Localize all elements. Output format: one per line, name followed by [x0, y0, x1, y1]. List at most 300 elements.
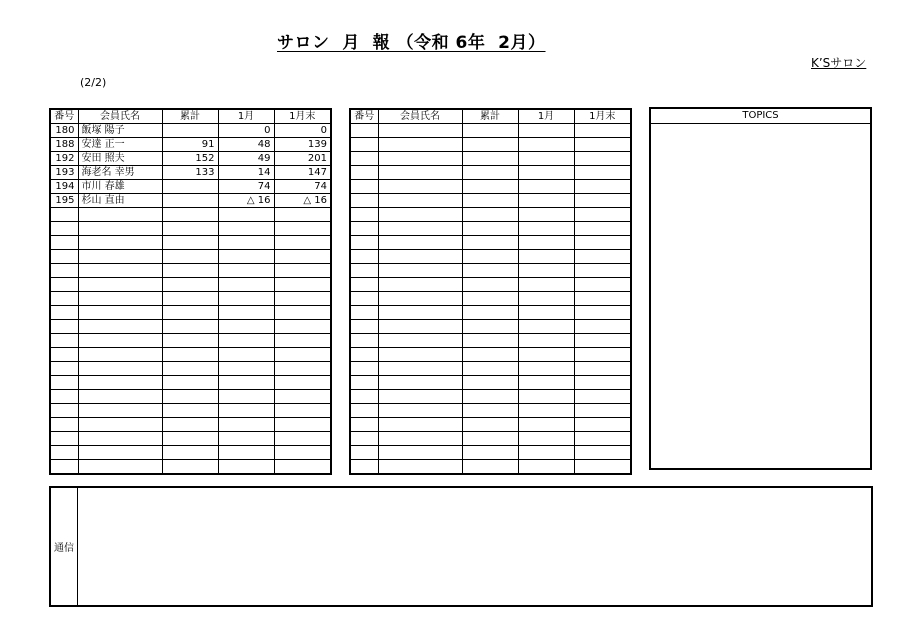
empty-cell: [350, 278, 378, 292]
month-value-cell: [218, 320, 274, 334]
empty-cell: [350, 264, 378, 278]
table-row: [50, 278, 331, 292]
table-row: [350, 418, 631, 432]
empty-cell: [378, 292, 462, 306]
empty-cell: [378, 348, 462, 362]
empty-cell: [462, 222, 518, 236]
month-value-cell: [218, 292, 274, 306]
empty-cell: [378, 166, 462, 180]
empty-cell: [350, 180, 378, 194]
table-row: [50, 376, 331, 390]
empty-cell: [518, 264, 574, 278]
empty-cell: [350, 362, 378, 376]
table-row: [50, 152, 331, 166]
empty-cell: [378, 264, 462, 278]
empty-cell: [574, 264, 631, 278]
empty-cell: [574, 446, 631, 460]
table-row: [350, 446, 631, 460]
empty-cell: [518, 306, 574, 320]
empty-cell: [462, 306, 518, 320]
member-name-cell: 杉山 直由: [78, 194, 162, 208]
table-row: [50, 292, 331, 306]
table-row: [50, 404, 331, 418]
empty-cell: [574, 208, 631, 222]
empty-cell: [378, 278, 462, 292]
empty-cell: [378, 222, 462, 236]
table-row: [350, 432, 631, 446]
table-row: [50, 390, 331, 404]
table-row: [50, 180, 331, 194]
empty-cell: [462, 334, 518, 348]
table-row: [350, 138, 631, 152]
empty-cell: [350, 306, 378, 320]
empty-cell: [574, 236, 631, 250]
empty-cell: [350, 418, 378, 432]
member-name-cell: [78, 362, 162, 376]
month-value-cell: 74: [218, 180, 274, 194]
empty-cell: [518, 362, 574, 376]
table-row: [350, 404, 631, 418]
empty-cell: [378, 250, 462, 264]
table-row: [50, 124, 331, 138]
member-name-cell: 海老名 幸男: [78, 166, 162, 180]
empty-cell: [574, 194, 631, 208]
empty-cell: [462, 404, 518, 418]
cumulative-value-cell: [162, 124, 218, 138]
member-number-cell: [50, 460, 78, 475]
month-value-cell: [218, 208, 274, 222]
empty-cell: [574, 376, 631, 390]
member-number-cell: [50, 348, 78, 362]
empty-cell: [518, 208, 574, 222]
month-end-value-cell: [274, 236, 331, 250]
empty-cell: [518, 376, 574, 390]
empty-cell: [350, 376, 378, 390]
empty-cell: [574, 250, 631, 264]
empty-cell: [518, 292, 574, 306]
table-row: [50, 334, 331, 348]
empty-cell: [574, 432, 631, 446]
empty-cell: [378, 446, 462, 460]
member-number-cell: [50, 376, 78, 390]
cumulative-value-cell: [162, 250, 218, 264]
empty-cell: [574, 124, 631, 138]
cumulative-value-cell: [162, 348, 218, 362]
month-end-value-cell: 0: [274, 124, 331, 138]
table-row: [50, 362, 331, 376]
empty-cell: [462, 348, 518, 362]
member-number-cell: [50, 320, 78, 334]
cumulative-value-cell: [162, 460, 218, 475]
empty-cell: [350, 390, 378, 404]
empty-cell: [350, 152, 378, 166]
month-value-cell: [218, 418, 274, 432]
table-row: [50, 432, 331, 446]
month-end-value-cell: [274, 278, 331, 292]
month-end-value-cell: [274, 292, 331, 306]
table-row: [50, 236, 331, 250]
empty-cell: [350, 292, 378, 306]
cumulative-value-cell: [162, 194, 218, 208]
month-value-cell: [218, 306, 274, 320]
empty-cell: [350, 348, 378, 362]
empty-cell: [574, 362, 631, 376]
member-name-cell: 飯塚 陽子: [78, 124, 162, 138]
empty-cell: [574, 390, 631, 404]
month-end-value-cell: [274, 306, 331, 320]
month-value-cell: [218, 432, 274, 446]
report-title: サロン 月 報 （令和 6年 2月）: [277, 33, 546, 53]
month-end-value-cell: [274, 376, 331, 390]
cumulative-value-cell: [162, 306, 218, 320]
cumulative-value-cell: [162, 236, 218, 250]
month-value-cell: [218, 446, 274, 460]
col-header-month: 1月: [218, 109, 274, 124]
empty-cell: [462, 460, 518, 475]
empty-cell: [518, 250, 574, 264]
member-name-cell: [78, 390, 162, 404]
member-name-cell: [78, 292, 162, 306]
empty-cell: [350, 320, 378, 334]
member-number-cell: 192: [50, 152, 78, 166]
col-header-month-end: 1月末: [274, 109, 331, 124]
empty-cell: [518, 348, 574, 362]
cumulative-value-cell: [162, 432, 218, 446]
col-header-member-name: 会員氏名: [78, 109, 162, 124]
member-name-cell: [78, 418, 162, 432]
member-number-cell: [50, 236, 78, 250]
empty-cell: [518, 222, 574, 236]
table-row: [50, 166, 331, 180]
empty-cell: [518, 460, 574, 475]
member-number-cell: [50, 446, 78, 460]
table-row: [350, 334, 631, 348]
table-row: [350, 320, 631, 334]
empty-cell: [518, 180, 574, 194]
month-end-value-cell: [274, 320, 331, 334]
month-value-cell: [218, 390, 274, 404]
empty-cell: [574, 418, 631, 432]
member-number-cell: [50, 306, 78, 320]
empty-cell: [462, 418, 518, 432]
table-row: [50, 264, 331, 278]
empty-cell: [518, 446, 574, 460]
topics-panel: [649, 107, 872, 470]
member-name-cell: [78, 432, 162, 446]
cumulative-value-cell: [162, 180, 218, 194]
empty-cell: [350, 124, 378, 138]
table-row: [350, 460, 631, 475]
empty-cell: [574, 460, 631, 475]
table-row: [350, 236, 631, 250]
empty-cell: [350, 432, 378, 446]
month-end-value-cell: △ 16: [274, 194, 331, 208]
table-row: [350, 376, 631, 390]
cumulative-value-cell: [162, 446, 218, 460]
cumulative-value-cell: 152: [162, 152, 218, 166]
empty-cell: [378, 404, 462, 418]
empty-cell: [350, 222, 378, 236]
table-row: [350, 348, 631, 362]
empty-cell: [574, 306, 631, 320]
cumulative-value-cell: [162, 404, 218, 418]
member-name-cell: [78, 264, 162, 278]
member-name-cell: [78, 222, 162, 236]
empty-cell: [462, 124, 518, 138]
cumulative-value-cell: [162, 390, 218, 404]
empty-cell: [378, 460, 462, 475]
empty-cell: [378, 432, 462, 446]
month-end-value-cell: [274, 362, 331, 376]
empty-cell: [518, 152, 574, 166]
cumulative-value-cell: 91: [162, 138, 218, 152]
member-name-cell: [78, 460, 162, 475]
cumulative-value-cell: [162, 222, 218, 236]
empty-cell: [350, 236, 378, 250]
page-indicator: (2/2): [80, 76, 107, 89]
empty-cell: [462, 446, 518, 460]
month-end-value-cell: [274, 446, 331, 460]
month-value-cell: 14: [218, 166, 274, 180]
empty-cell: [462, 152, 518, 166]
empty-cell: [378, 418, 462, 432]
empty-cell: [574, 404, 631, 418]
table-row: [350, 166, 631, 180]
empty-cell: [574, 348, 631, 362]
empty-cell: [350, 138, 378, 152]
organization-name: K’Sサロン: [811, 56, 867, 70]
member-number-cell: [50, 222, 78, 236]
month-end-value-cell: 74: [274, 180, 331, 194]
empty-cell: [574, 166, 631, 180]
empty-cell: [462, 362, 518, 376]
communication-label: 通信: [51, 488, 78, 605]
empty-cell: [462, 432, 518, 446]
table-row: [50, 460, 331, 475]
table-row: [350, 250, 631, 264]
table-row: [50, 138, 331, 152]
member-name-cell: [78, 306, 162, 320]
cumulative-value-cell: [162, 264, 218, 278]
table-row: [50, 446, 331, 460]
member-number-cell: [50, 418, 78, 432]
empty-cell: [350, 404, 378, 418]
member-number-cell: 180: [50, 124, 78, 138]
month-value-cell: [218, 278, 274, 292]
month-end-value-cell: [274, 222, 331, 236]
empty-cell: [574, 334, 631, 348]
month-value-cell: [218, 460, 274, 475]
member-number-cell: [50, 208, 78, 222]
member-name-cell: [78, 334, 162, 348]
table-row: [350, 390, 631, 404]
month-end-value-cell: [274, 264, 331, 278]
col-header-number: 番号: [350, 109, 378, 124]
month-value-cell: [218, 222, 274, 236]
cumulative-value-cell: [162, 376, 218, 390]
member-table-left: [49, 108, 332, 475]
member-number-cell: [50, 432, 78, 446]
empty-cell: [462, 250, 518, 264]
month-end-value-cell: [274, 432, 331, 446]
empty-cell: [462, 320, 518, 334]
empty-cell: [462, 180, 518, 194]
cumulative-value-cell: [162, 320, 218, 334]
month-value-cell: [218, 334, 274, 348]
empty-cell: [378, 236, 462, 250]
month-end-value-cell: 201: [274, 152, 331, 166]
cumulative-value-cell: [162, 292, 218, 306]
member-number-cell: [50, 390, 78, 404]
empty-cell: [462, 166, 518, 180]
table-row: [350, 152, 631, 166]
member-name-cell: [78, 376, 162, 390]
table-row: [350, 180, 631, 194]
empty-cell: [350, 446, 378, 460]
table-header-row: [50, 109, 331, 124]
member-name-cell: [78, 348, 162, 362]
cumulative-value-cell: [162, 362, 218, 376]
empty-cell: [574, 180, 631, 194]
member-name-cell: 安田 照夫: [78, 152, 162, 166]
empty-cell: [462, 278, 518, 292]
empty-cell: [462, 138, 518, 152]
col-header-month-end: 1月末: [574, 109, 631, 124]
table-row: [50, 208, 331, 222]
col-header-cumulative: 累計: [462, 109, 518, 124]
month-value-cell: [218, 348, 274, 362]
table-row: [350, 292, 631, 306]
member-name-cell: [78, 446, 162, 460]
cumulative-value-cell: [162, 208, 218, 222]
communication-box: [49, 486, 873, 607]
member-name-cell: [78, 404, 162, 418]
member-number-cell: [50, 278, 78, 292]
table-row: [50, 194, 331, 208]
empty-cell: [518, 320, 574, 334]
cumulative-value-cell: [162, 418, 218, 432]
month-value-cell: [218, 250, 274, 264]
empty-cell: [350, 166, 378, 180]
month-end-value-cell: [274, 418, 331, 432]
empty-cell: [574, 222, 631, 236]
month-value-cell: 49: [218, 152, 274, 166]
member-name-cell: 市川 春雄: [78, 180, 162, 194]
empty-cell: [574, 320, 631, 334]
table-row: [50, 250, 331, 264]
empty-cell: [378, 334, 462, 348]
member-table-right: [349, 108, 632, 475]
empty-cell: [518, 138, 574, 152]
month-value-cell: [218, 376, 274, 390]
month-end-value-cell: [274, 390, 331, 404]
table-row: [50, 222, 331, 236]
member-number-cell: 188: [50, 138, 78, 152]
empty-cell: [350, 194, 378, 208]
month-value-cell: [218, 236, 274, 250]
empty-cell: [378, 376, 462, 390]
member-name-cell: [78, 278, 162, 292]
cumulative-value-cell: [162, 334, 218, 348]
empty-cell: [378, 138, 462, 152]
month-value-cell: [218, 264, 274, 278]
topics-header: TOPICS: [651, 109, 870, 124]
empty-cell: [518, 236, 574, 250]
table-row: [350, 264, 631, 278]
member-number-cell: [50, 292, 78, 306]
empty-cell: [378, 320, 462, 334]
table-row: [350, 208, 631, 222]
empty-cell: [378, 124, 462, 138]
col-header-month: 1月: [518, 109, 574, 124]
empty-cell: [518, 278, 574, 292]
member-name-cell: [78, 236, 162, 250]
month-end-value-cell: [274, 208, 331, 222]
empty-cell: [462, 264, 518, 278]
month-end-value-cell: [274, 404, 331, 418]
member-number-cell: [50, 250, 78, 264]
month-value-cell: [218, 362, 274, 376]
table-row: [350, 306, 631, 320]
empty-cell: [350, 250, 378, 264]
month-end-value-cell: 139: [274, 138, 331, 152]
month-end-value-cell: [274, 348, 331, 362]
table-row: [350, 194, 631, 208]
table-row: [50, 348, 331, 362]
table-row: [50, 418, 331, 432]
empty-cell: [518, 194, 574, 208]
col-header-number: 番号: [50, 109, 78, 124]
empty-cell: [378, 306, 462, 320]
table-header-row: [350, 109, 631, 124]
empty-cell: [518, 124, 574, 138]
empty-cell: [518, 166, 574, 180]
empty-cell: [462, 390, 518, 404]
empty-cell: [462, 376, 518, 390]
empty-cell: [574, 292, 631, 306]
member-number-cell: [50, 404, 78, 418]
month-value-cell: 48: [218, 138, 274, 152]
cumulative-value-cell: 133: [162, 166, 218, 180]
empty-cell: [462, 194, 518, 208]
empty-cell: [350, 460, 378, 475]
empty-cell: [350, 208, 378, 222]
month-value-cell: [218, 404, 274, 418]
table-row: [350, 124, 631, 138]
member-number-cell: [50, 362, 78, 376]
month-end-value-cell: 147: [274, 166, 331, 180]
empty-cell: [518, 334, 574, 348]
member-number-cell: 193: [50, 166, 78, 180]
col-header-member-name: 会員氏名: [378, 109, 462, 124]
empty-cell: [350, 334, 378, 348]
empty-cell: [462, 292, 518, 306]
table-row: [350, 278, 631, 292]
empty-cell: [518, 432, 574, 446]
empty-cell: [518, 418, 574, 432]
empty-cell: [462, 236, 518, 250]
table-row: [50, 306, 331, 320]
empty-cell: [378, 194, 462, 208]
table-row: [350, 362, 631, 376]
cumulative-value-cell: [162, 278, 218, 292]
member-name-cell: [78, 320, 162, 334]
table-row: [50, 320, 331, 334]
empty-cell: [518, 404, 574, 418]
month-value-cell: △ 16: [218, 194, 274, 208]
month-end-value-cell: [274, 334, 331, 348]
month-end-value-cell: [274, 250, 331, 264]
